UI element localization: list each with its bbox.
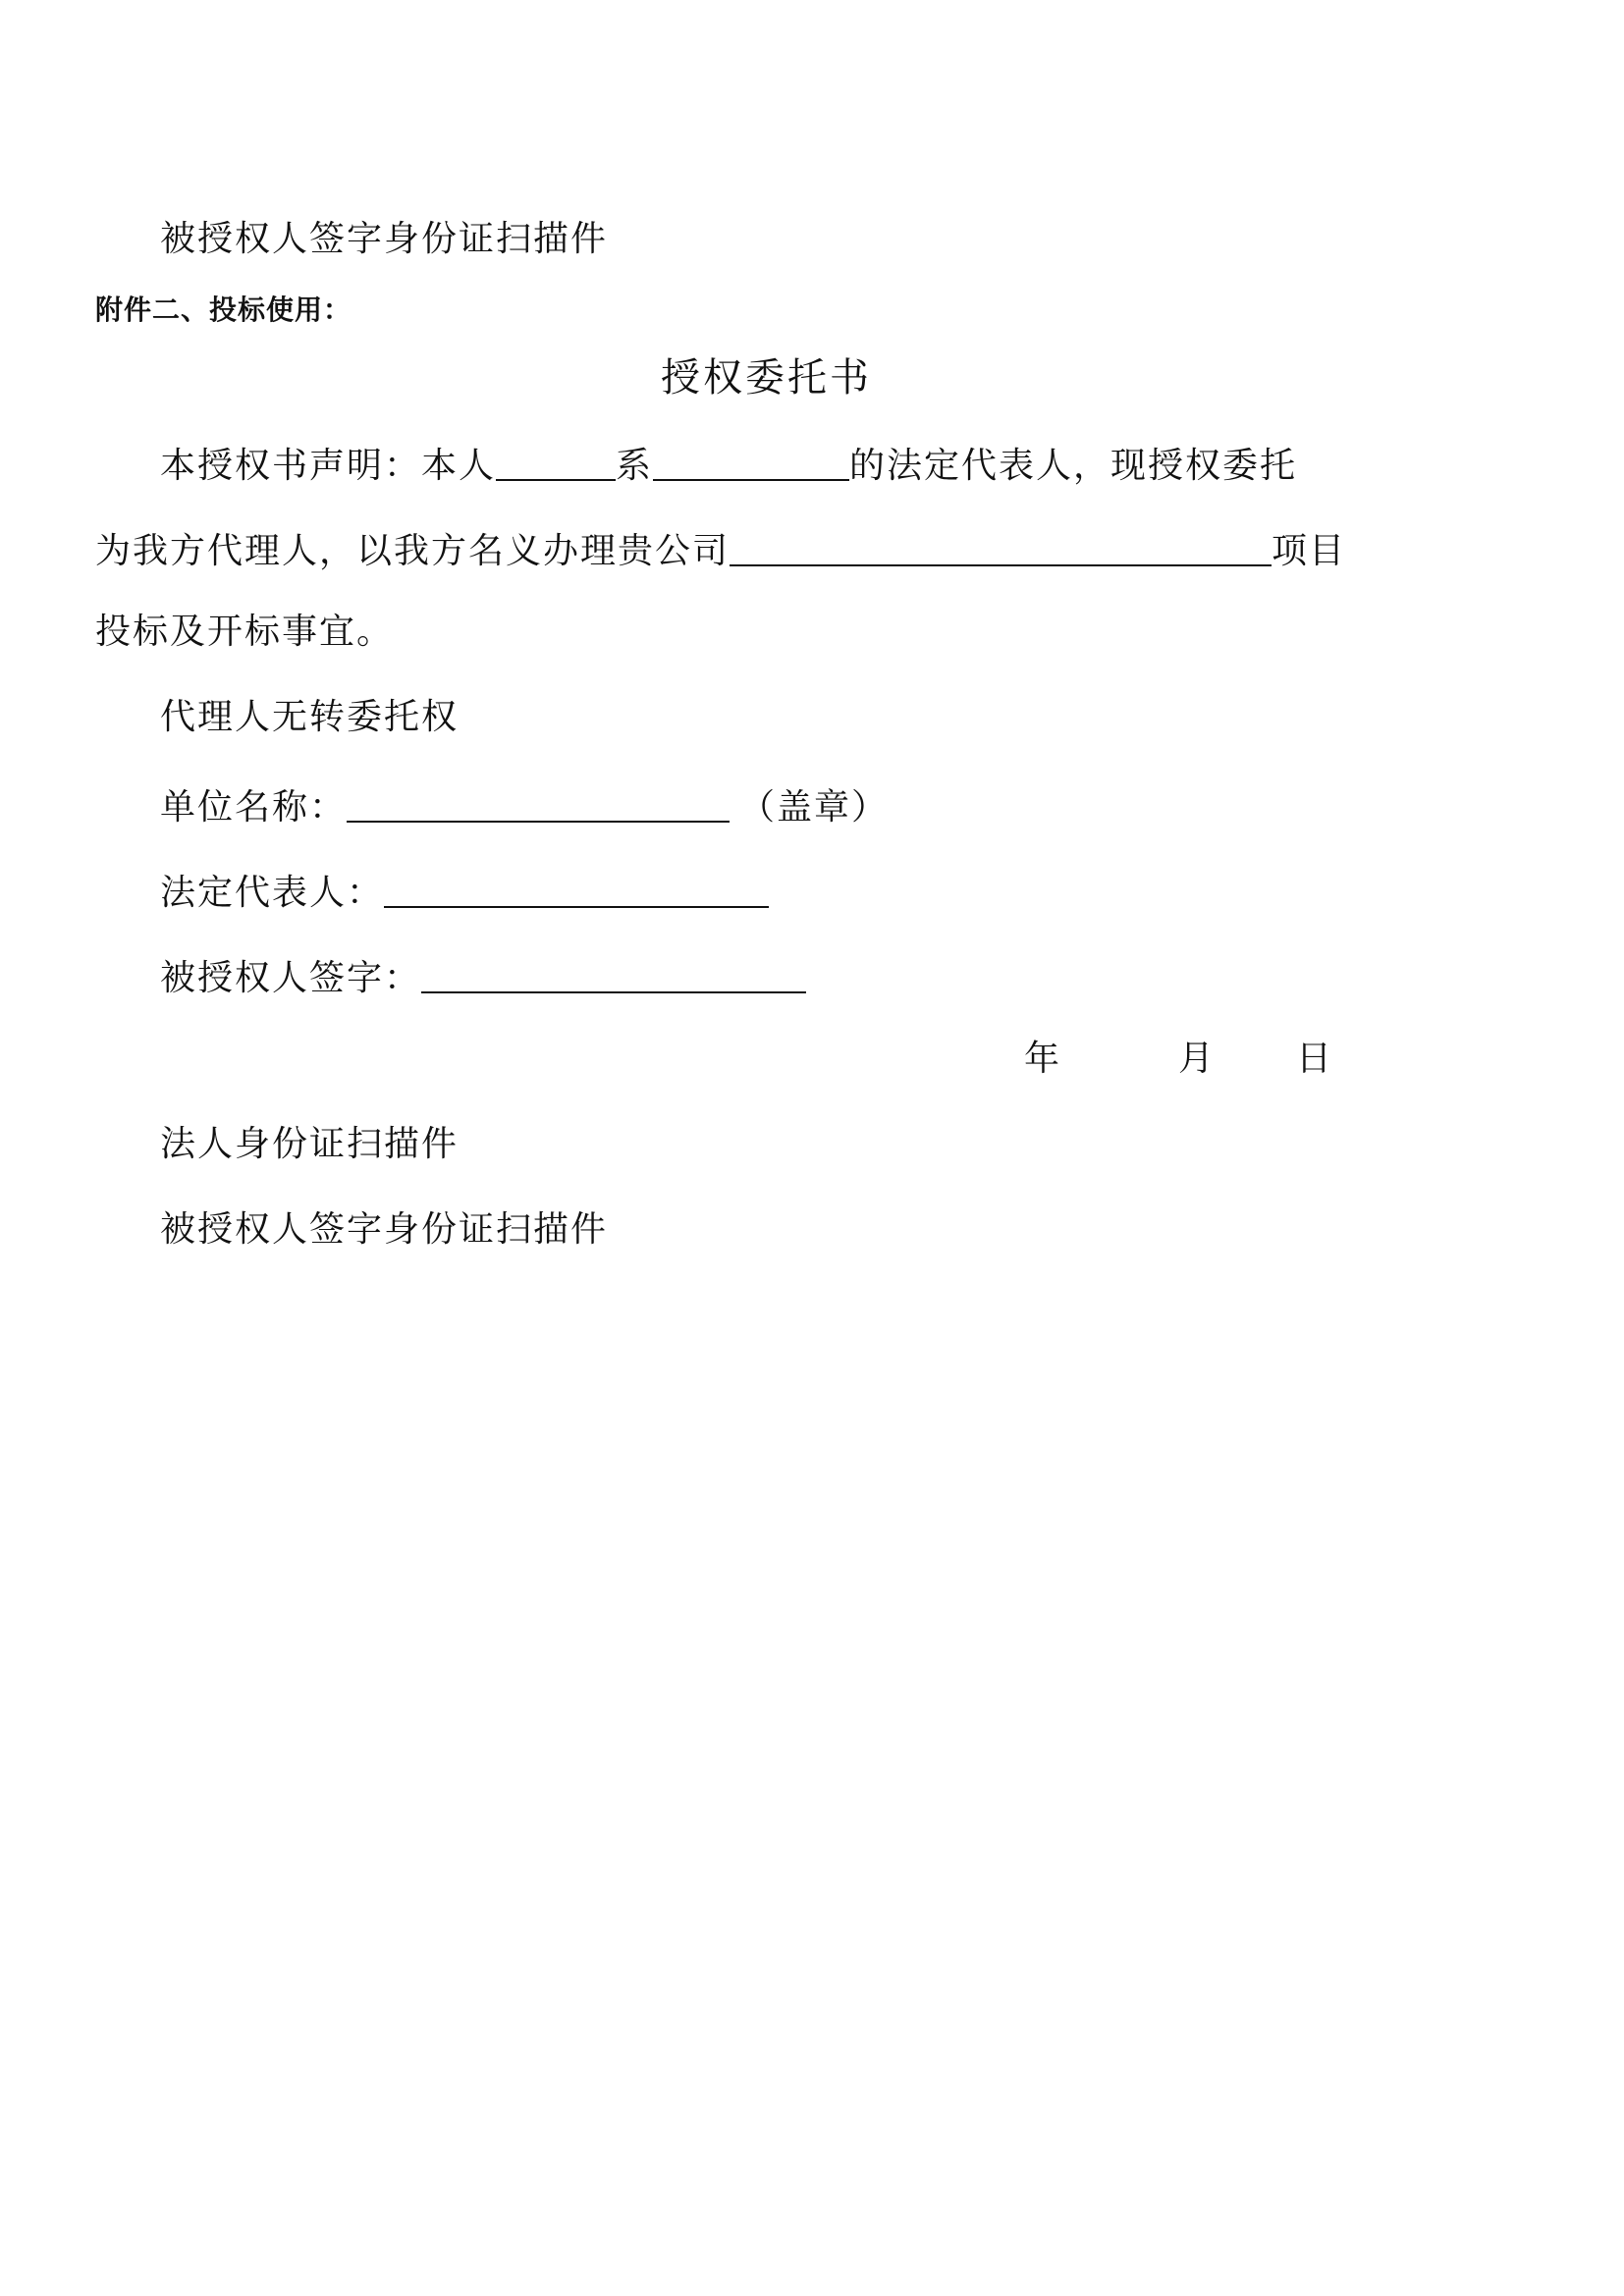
declaration-line-1	[160, 444, 1297, 484]
unit-name-row	[160, 785, 889, 826]
top-attachment-note: 被授权人签字身份证扫描件	[160, 219, 609, 259]
no-transfer-note: 代理人无转委托权	[160, 697, 460, 737]
legal-rep-field[interactable]	[384, 871, 769, 908]
company-name-blank[interactable]	[653, 444, 849, 481]
unit-name-label: 单位名称：	[160, 787, 348, 828]
legal-id-scan-note: 法人身份证扫描件	[160, 1124, 460, 1164]
declaration-text-part2: 系	[616, 446, 654, 486]
date-year: 年	[1024, 1039, 1062, 1079]
date-day: 日	[1296, 1039, 1334, 1079]
declaration-text-part1: 本授权书声明：本人	[160, 446, 497, 486]
legal-rep-label: 法定代表人：	[160, 873, 385, 913]
grantee-sign-field[interactable]	[421, 956, 806, 993]
declaration-line-2	[95, 529, 1346, 569]
declaration-text-part3: 的法定代表人，现授权委托	[849, 446, 1298, 486]
project-name-blank[interactable]	[730, 529, 1272, 566]
grantee-sign-row	[160, 956, 806, 996]
declaration-line2-part1: 为我方代理人，以我方名义办理贵公司	[95, 531, 731, 571]
grantee-sign-label: 被授权人签字：	[160, 958, 422, 998]
principal-name-blank[interactable]	[496, 444, 616, 481]
document-title: 授权委托书	[661, 355, 872, 400]
unit-name-field[interactable]	[347, 785, 730, 823]
date-month: 月	[1178, 1039, 1217, 1079]
legal-rep-row	[160, 871, 769, 911]
seal-note: （盖章）	[739, 787, 890, 828]
section-heading: 附件二、投标使用：	[95, 294, 352, 326]
grantee-id-scan-note: 被授权人签字身份证扫描件	[160, 1209, 609, 1250]
declaration-line2-part2: 项目	[1272, 531, 1347, 571]
declaration-line-3: 投标及开标事宜。	[95, 612, 395, 652]
